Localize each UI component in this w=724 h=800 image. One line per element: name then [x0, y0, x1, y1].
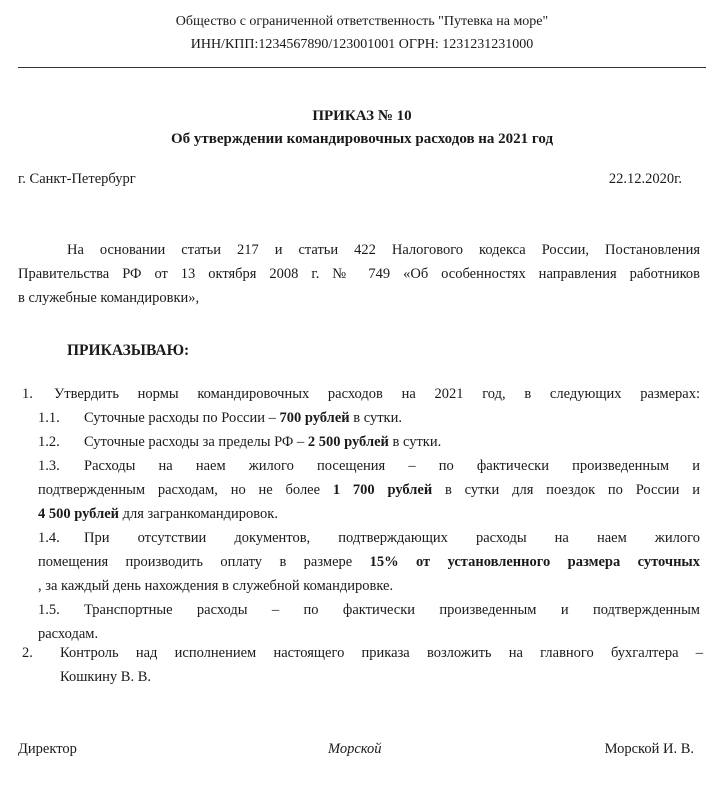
preamble-line-1: На основании статьи 217 и статьи 422 Налогового кодекса России, Постановления: [67, 242, 700, 258]
preamble-line-2: Правительства РФ от 13 октября 2008 г. № 749 «Об особенностях направления работников: [18, 266, 700, 282]
signatory-position: Директор: [18, 741, 77, 757]
item-2-line-2: Кошкину В. В.: [60, 669, 152, 685]
item-1-1-text: Суточные расходы по России – 700 рублей в сутки.: [84, 410, 402, 426]
order-word: ПРИКАЗЫВАЮ:: [67, 342, 190, 359]
item-1-4-number: 1.4.: [38, 530, 60, 546]
place: г. Санкт-Петербург: [18, 171, 136, 187]
item-1-3-line-1: Расходы на наем жилого посещения – по фактически произведенным и: [84, 458, 700, 474]
item-2-number: 2.: [22, 645, 33, 661]
item-1-number: 1.: [22, 386, 33, 402]
order-number: ПРИКАЗ № 10: [312, 108, 412, 124]
item-1-4-line-2: помещения производить оплату в размере 15% от установленного размера суточных: [38, 554, 701, 570]
item-1-5-line-2: расходам.: [38, 626, 99, 642]
item-2-line-1: Контроль над исполнением настоящего приказа возложить на главного бухгалтера –: [60, 645, 703, 661]
item-1-3-number: 1.3.: [38, 458, 60, 474]
item-1-2-text: Суточные расходы за пределы РФ – 2 500 рублей в сутки.: [84, 434, 442, 450]
item-1-3-line-2: подтвержденным расходам, но не более 1 700 рублей в сутки для поездок по России и: [38, 482, 700, 498]
organization-ids: ИНН/КПП:1234567890/123001001 ОГРН: 1231231231000: [190, 37, 534, 52]
item-1-5-number: 1.5.: [38, 602, 60, 618]
organization-name: Общество с ограниченной ответственность "Путевка на море": [175, 14, 549, 29]
item-1-3-line-3: 4 500 рублей для загранкомандировок.: [38, 506, 278, 522]
item-1-text: Утвердить нормы командировочных расходов на 2021 год, в следующих размерах:: [54, 386, 700, 402]
preamble-line-3: в служебные командировки»,: [18, 290, 200, 306]
item-1-4-line-1: При отсутствии документов, подтверждающих расходы на наем жилого: [84, 530, 700, 546]
signatory-name: Морской И. В.: [604, 741, 694, 757]
header-divider: [18, 67, 706, 68]
item-1-4-line-3: , за каждый день нахождения в служебной командировке.: [38, 578, 394, 594]
item-1-5-line-1: Транспортные расходы – по фактически произведенным и подтвержденным: [84, 602, 700, 618]
signature: Морской: [328, 741, 382, 757]
item-1-2-number: 1.2.: [38, 434, 60, 450]
date: 22.12.2020г.: [608, 171, 682, 187]
item-1-1-number: 1.1.: [38, 410, 60, 426]
order-subject: Об утверждении командировочных расходов на 2021 год: [170, 131, 554, 147]
